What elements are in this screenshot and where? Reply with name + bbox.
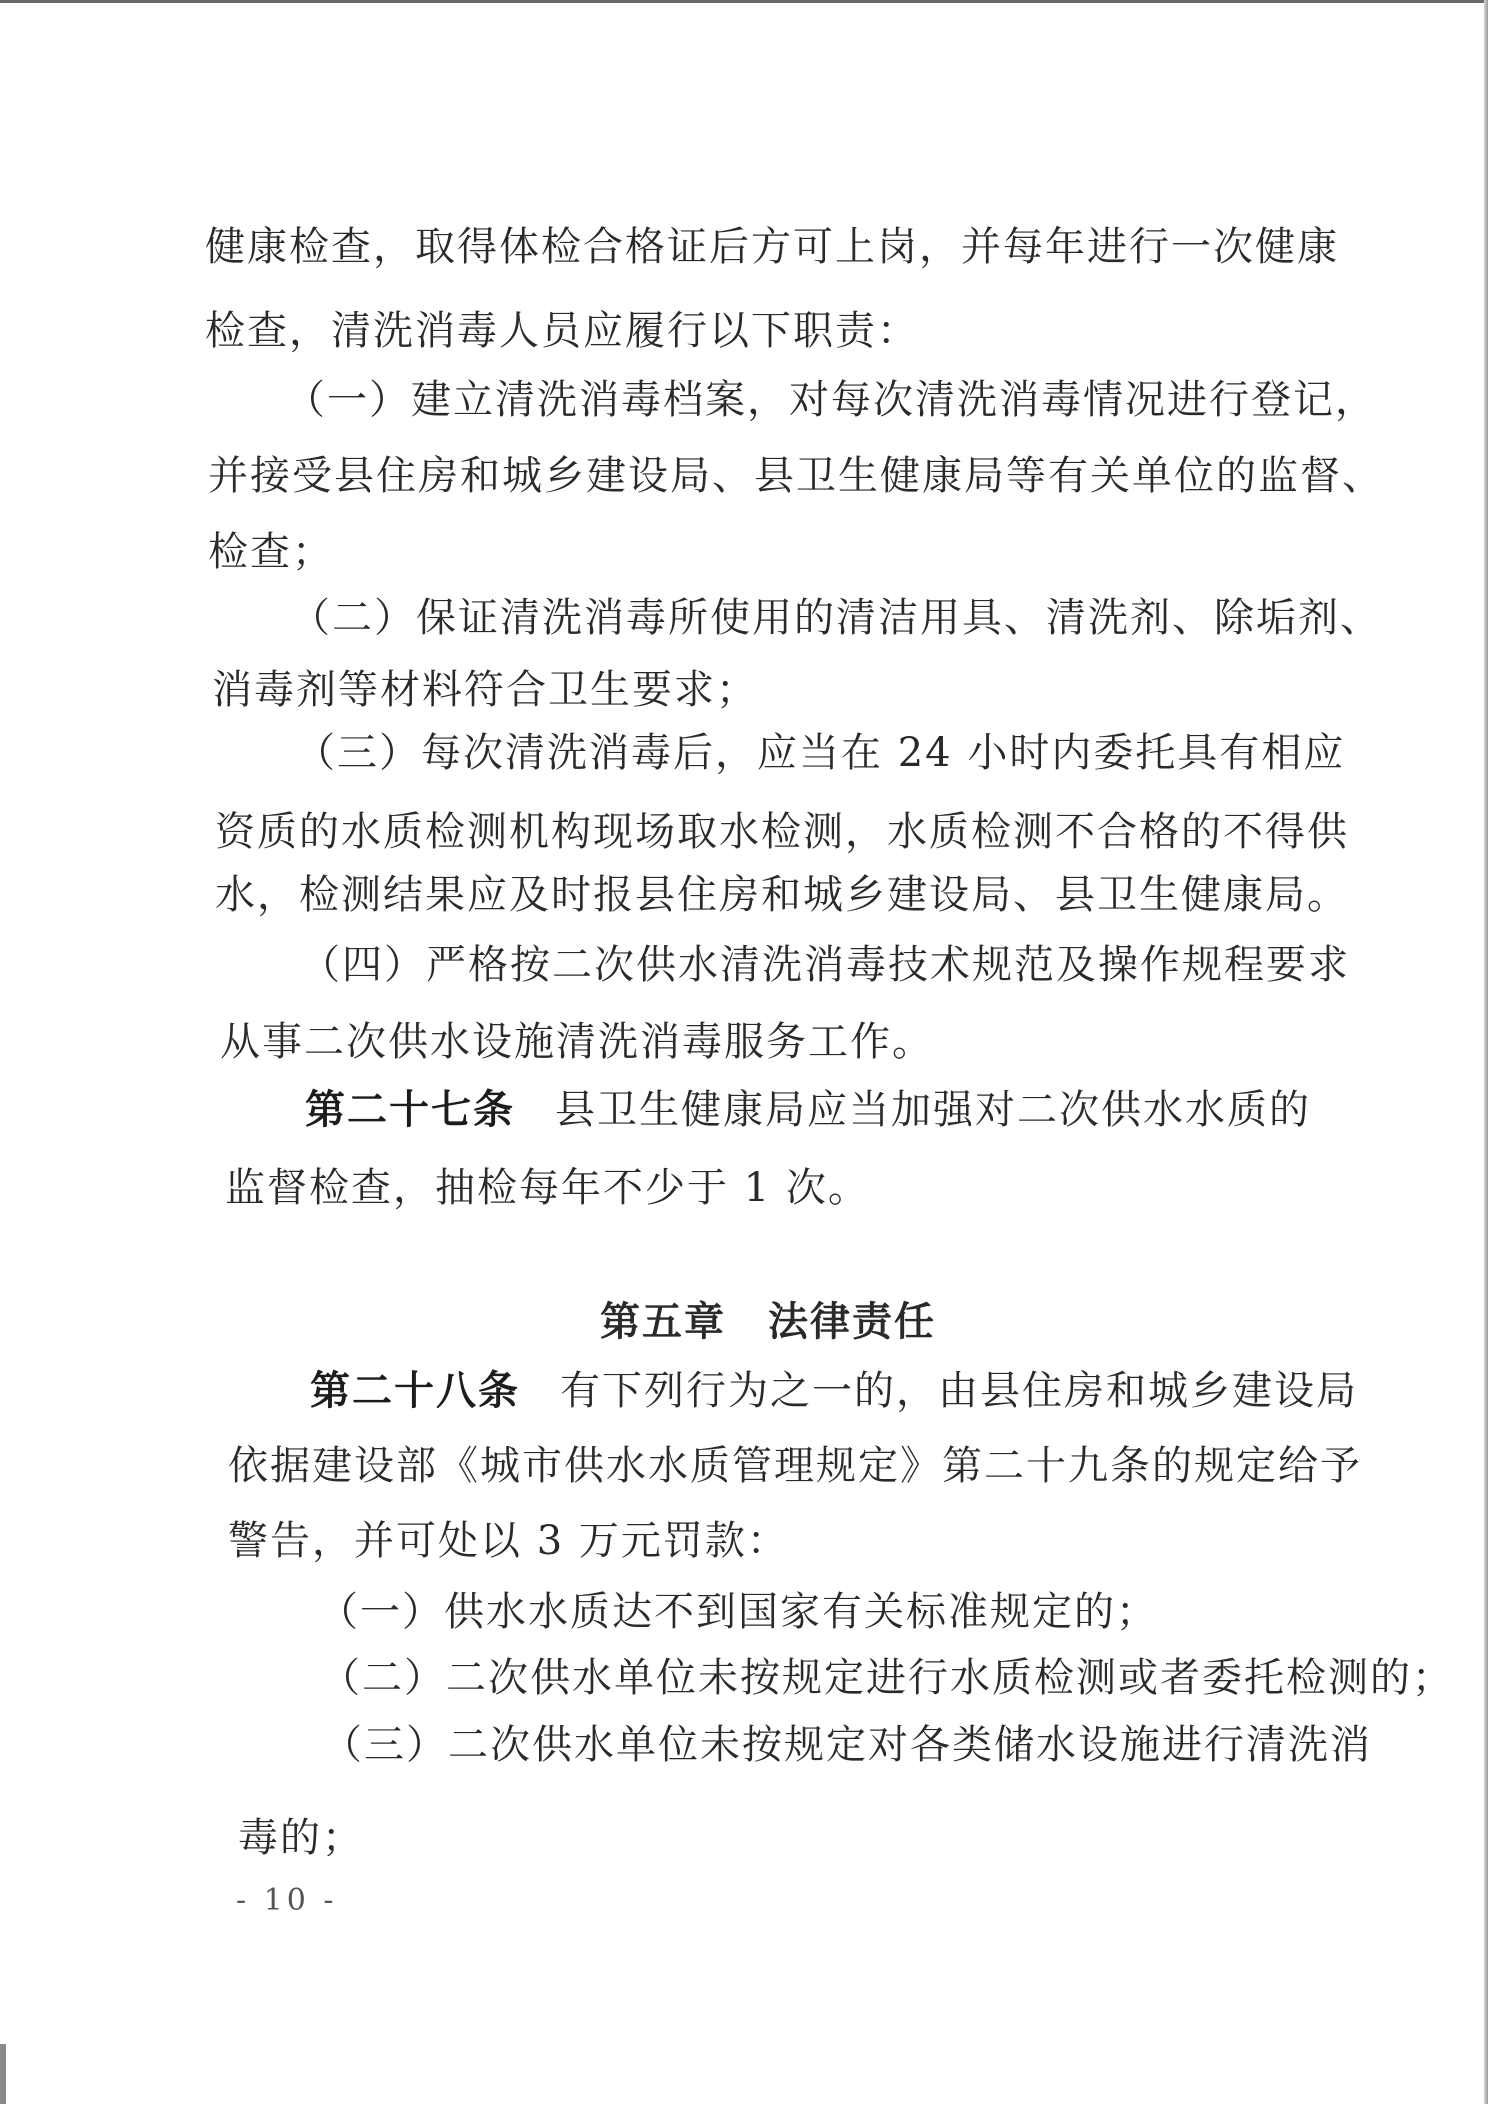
article-28 [310,1366,1358,1416]
body-line: 检查； [208,529,334,575]
list-item: （三）二次供水单位未按规定对各类储水设施进行清洗消 [322,1722,1372,1768]
article-27-cont: 监督检查，抽检每年不少于 1 次。 [225,1165,870,1211]
body-line: 并接受县住房和城乡建设局、县卫生健康局等有关单位的监督、 [208,453,1384,499]
body-line: （二）保证清洗消毒所使用的清洁用具、清洗剂、除垢剂、 [290,595,1382,641]
body-line: 从事二次供水设施清洗消毒服务工作。 [220,1019,934,1065]
article-28-text: 有下列行为之一的，由县住房和城乡建设局 [560,1368,1358,1414]
body-line: 健康检查，取得体检合格证后方可上岗，并每年进行一次健康 [205,224,1339,270]
article-28-title: 第二十八条 [310,1367,520,1414]
article-28-line: 依据建设部《城市供水水质管理规定》第二十九条的规定给予 [228,1443,1362,1489]
article-27-text: 县卫生健康局应当加强对二次供水水质的 [555,1087,1311,1133]
chapter-heading: 第五章 法律责任 [600,1298,936,1345]
body-line: （四）严格按二次供水清洗消毒技术规范及操作规程要求 [300,942,1350,988]
list-item: 毒的； [238,1815,364,1861]
list-item: （一）供水水质达不到国家有关标准规定的； [318,1589,1158,1635]
body-line: 消毒剂等材料符合卫生要求； [212,667,758,713]
article-27 [305,1085,1311,1135]
body-line: 资质的水质检测机构现场取水检测，水质检测不合格的不得供 [215,809,1349,855]
body-line: 水，检测结果应及时报县住房和城乡建设局、县卫生健康局。 [215,872,1349,918]
body-line: （三）每次清洗消毒后，应当在 24 小时内委托具有相应 [295,730,1346,776]
article-28-line: 警告，并可处以 3 万元罚款： [228,1518,789,1564]
page-number: - 10 - [236,1883,338,1918]
body-line: （一）建立清洗消毒档案，对每次清洗消毒情况进行登记， [285,377,1377,423]
body-line: 检查，清洗消毒人员应履行以下职责： [205,308,919,354]
list-item: （二）二次供水单位未按规定进行水质检测或者委托检测的； [320,1655,1454,1701]
article-27-title: 第二十七条 [305,1086,515,1133]
